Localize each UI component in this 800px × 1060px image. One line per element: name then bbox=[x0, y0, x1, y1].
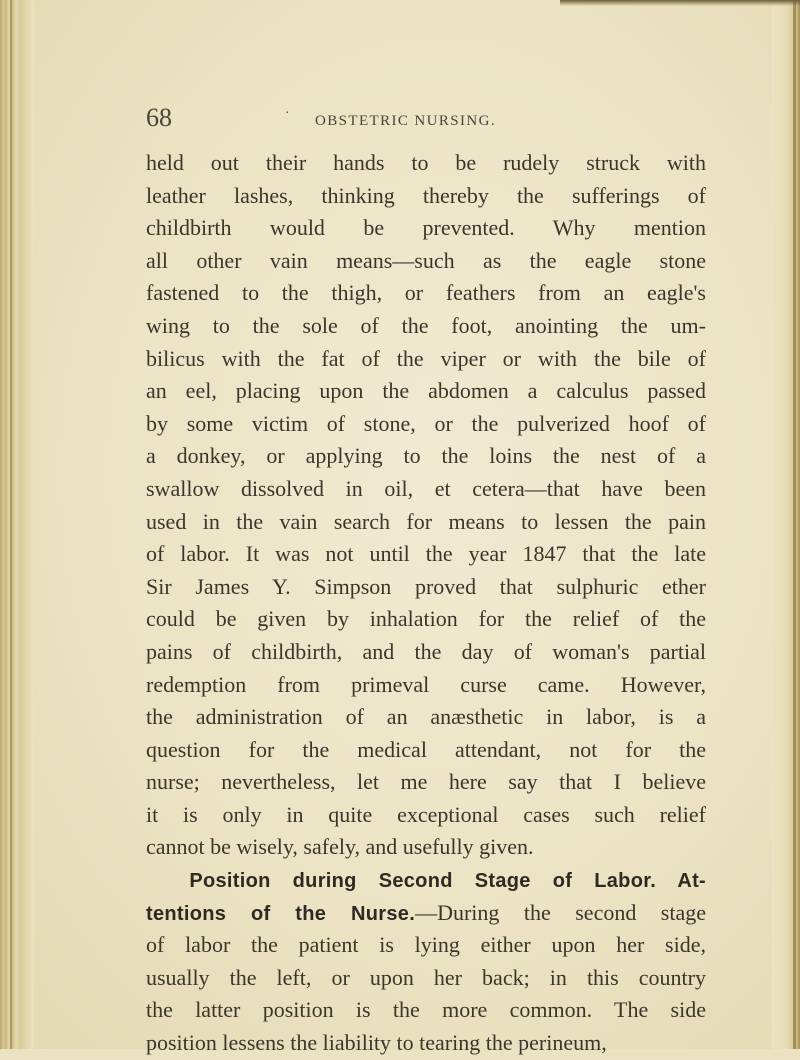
running-head bbox=[0, 103, 800, 143]
text-line: leather lashes, thinking thereby the sufferings of bbox=[146, 182, 706, 208]
text-line: nurse; nevertheless, let me here say that I believe bbox=[146, 769, 706, 795]
text-line: a donkey, or applying to the loins the nest of a bbox=[146, 443, 706, 469]
text-line: held out their hands to be rudely struck with bbox=[146, 150, 706, 175]
text-line: usually the left, or upon her back; in this country bbox=[146, 964, 706, 990]
text-line: fastened to the thigh, or feathers from an eagle's bbox=[146, 280, 706, 306]
text-line: bilicus with the fat of the viper or with the bile of bbox=[146, 345, 706, 371]
text-line: by some victim of stone, or the pulverized hoof of bbox=[146, 410, 706, 436]
text-line: of labor. It was not until the year 1847 that the late bbox=[146, 541, 706, 567]
text-line: used in the vain search for means to lessen the pain bbox=[146, 508, 706, 534]
top-edge-shadow bbox=[560, 0, 800, 6]
text-line: of labor the patient is lying either upon her side, bbox=[146, 932, 706, 958]
section-heading-text: Position during Second Stage of Labor. At- bbox=[189, 870, 707, 893]
left-binding-line bbox=[10, 0, 12, 1049]
text-line: pains of childbirth, and the day of woman's partial bbox=[146, 638, 706, 664]
text-line: all other vain means—such as the eagle stone bbox=[146, 247, 706, 273]
text-line: Sir James Y. Simpson proved that sulphuric ether bbox=[146, 573, 706, 599]
text-line: the latter position is the more common. The side bbox=[146, 997, 706, 1023]
left-page-edge bbox=[0, 0, 34, 1049]
text-line: cannot be wisely, safely, and usefully given. bbox=[146, 834, 534, 860]
text-line: the administration of an anæsthetic in labor, is a bbox=[146, 704, 706, 730]
text-line: redemption from primeval curse came. However, bbox=[146, 671, 706, 697]
section-heading bbox=[146, 864, 706, 897]
text-line: wing to the sole of the foot, anointing the um- bbox=[146, 312, 706, 338]
text-line: it is only in quite exceptional cases such relief bbox=[146, 801, 706, 827]
text-line: could be given by inhalation for the relief of the bbox=[146, 606, 706, 632]
page-number: 68 bbox=[146, 103, 172, 132]
section-heading-bold: tentions of the Nurse. bbox=[146, 902, 416, 925]
text-line: an eel, placing upon the abdomen a calculus passed bbox=[146, 378, 706, 404]
running-title: OBSTETRIC NURSING. bbox=[315, 113, 497, 129]
text-line: position lessens the liability to tearing the perineum, bbox=[146, 1030, 607, 1056]
section-heading-rest: —During the second stage bbox=[415, 899, 707, 925]
header-dot: · bbox=[285, 106, 290, 121]
body-text bbox=[146, 147, 706, 1060]
section-heading-continued bbox=[146, 897, 706, 930]
right-binding-line bbox=[793, 0, 796, 1049]
text-line: question for the medical attendant, not for the bbox=[146, 736, 706, 762]
text-line: swallow dissolved in oil, et cetera—that have been bbox=[146, 475, 706, 501]
text-line: childbirth would be prevented. Why mention bbox=[146, 215, 706, 241]
